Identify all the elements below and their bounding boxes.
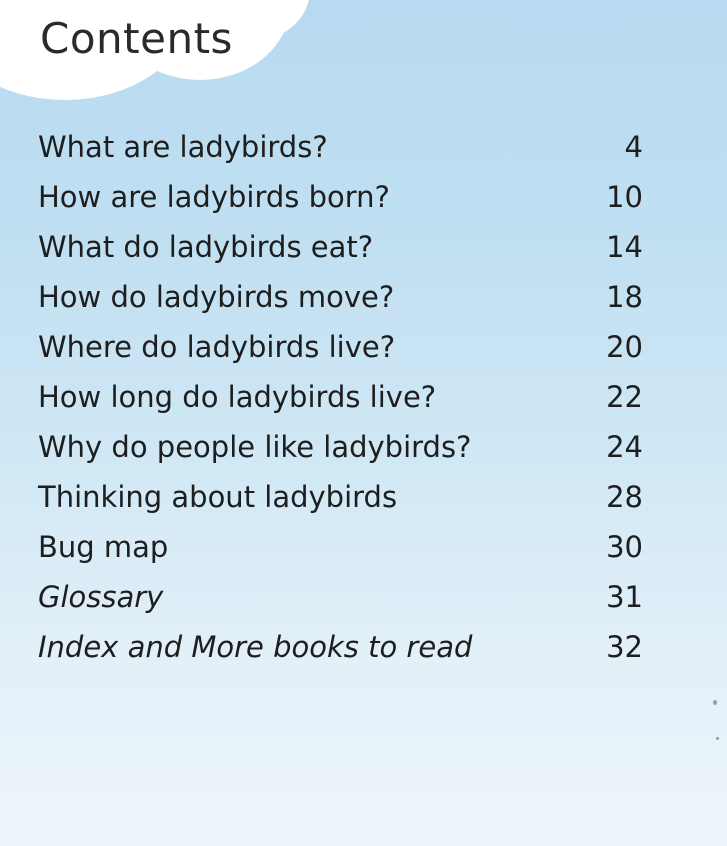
toc-entry-page-number: 30 xyxy=(606,530,643,564)
toc-entry xyxy=(38,430,643,480)
toc-entry-page-number: 20 xyxy=(606,330,643,364)
table-of-contents xyxy=(38,130,643,680)
toc-entry-title: How long do ladybirds live? xyxy=(38,380,437,414)
toc-entry xyxy=(38,530,643,580)
page-title: Contents xyxy=(40,14,233,63)
toc-entry-page-number: 4 xyxy=(624,130,643,164)
toc-entry-page-number: 24 xyxy=(606,430,643,464)
toc-entry-title: Thinking about ladybirds xyxy=(38,480,398,514)
toc-entry-page-number: 32 xyxy=(606,630,643,664)
toc-entry-page-number: 22 xyxy=(606,380,643,414)
toc-entry xyxy=(38,180,643,230)
toc-entry-page-number: 28 xyxy=(606,480,643,514)
toc-entry-title: Index and More books to read xyxy=(38,630,473,664)
toc-entry-title: How are ladybirds born? xyxy=(38,180,390,214)
paper-speck xyxy=(713,700,717,705)
toc-entry xyxy=(38,480,643,530)
toc-entry-page-number: 31 xyxy=(606,580,643,614)
toc-entry-title: What do ladybirds eat? xyxy=(38,230,374,264)
toc-entry xyxy=(38,330,643,380)
toc-entry-title: Bug map xyxy=(38,530,169,564)
toc-entry-page-number: 14 xyxy=(606,230,643,264)
toc-entry-title: Why do people like ladybirds? xyxy=(38,430,472,464)
toc-entry-title: Where do ladybirds live? xyxy=(38,330,396,364)
toc-entry-page-number: 18 xyxy=(606,280,643,314)
toc-entry-title: Glossary xyxy=(38,580,164,614)
toc-entry xyxy=(38,580,643,630)
toc-entry-title: How do ladybirds move? xyxy=(38,280,395,314)
toc-entry xyxy=(38,130,643,180)
toc-entry xyxy=(38,380,643,430)
paper-speck xyxy=(716,737,719,740)
toc-entry xyxy=(38,280,643,330)
toc-entry xyxy=(38,230,643,280)
toc-entry-page-number: 10 xyxy=(606,180,643,214)
toc-entry xyxy=(38,630,643,680)
toc-entry-title: What are ladybirds? xyxy=(38,130,328,164)
